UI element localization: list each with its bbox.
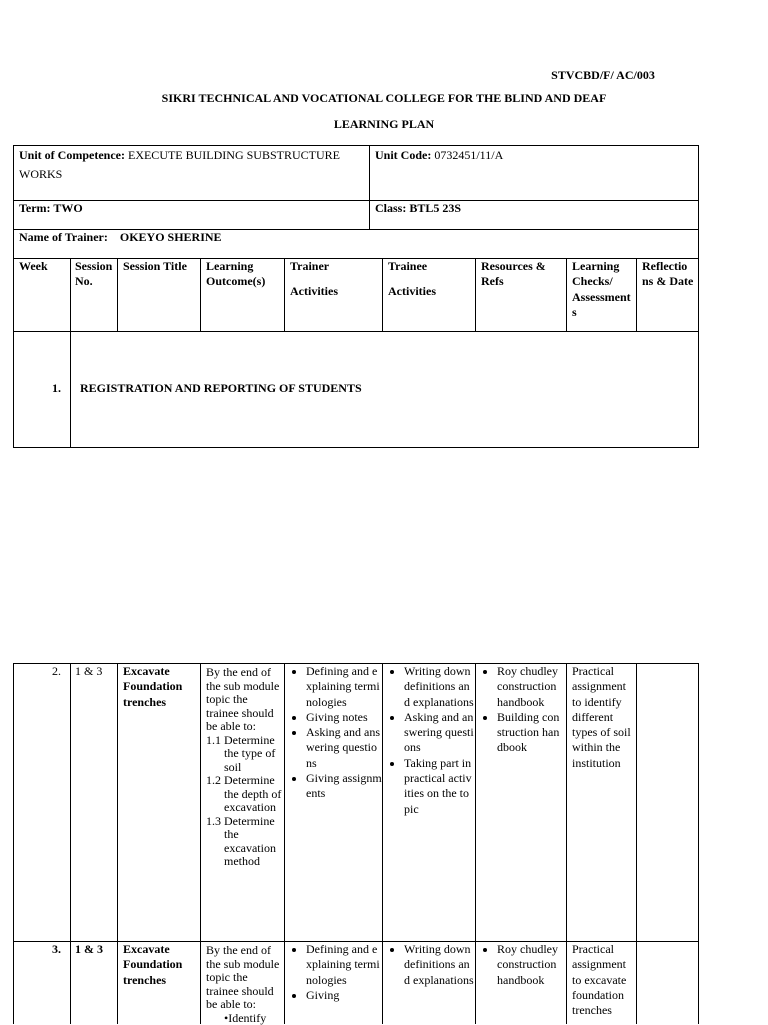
- col-trainer-activities: [290, 259, 338, 300]
- week3-lo-item: •Identify: [206, 1012, 282, 1025]
- week1-text: REGISTRATION AND REPORTING OF STUDENTS: [80, 381, 362, 396]
- list-item: • Giving notes: [306, 710, 382, 725]
- week2-lo-item: 1.2 Determine the depth of excavation: [206, 774, 282, 815]
- week2-trainer-activities: [288, 664, 382, 802]
- list-item: • Roy chudley construction handbook: [497, 942, 563, 988]
- college-name: SIKRI TECHNICAL AND VOCATIONAL COLLEGE FOR THE BLIND AND DEAF: [0, 91, 768, 106]
- col-trainee-line1: Trainee: [388, 259, 436, 274]
- week3-number: 3.: [52, 942, 61, 957]
- col-trainee-activities: [388, 259, 436, 300]
- page-title: LEARNING PLAN: [0, 117, 768, 132]
- trainer-label: Name of Trainer:: [19, 230, 108, 244]
- list-item: • Asking and answering questions: [404, 710, 474, 756]
- week3-session: 1 & 3: [75, 942, 103, 957]
- week2-learning-outcomes: [206, 666, 282, 869]
- unit-value: EXECUTE BUILDING SUBSTRUCTURE WORKS: [19, 148, 340, 181]
- col-resources: Resources & Refs: [481, 259, 561, 290]
- week2-lo-item: 1.1 Determine the type of soil: [206, 734, 282, 775]
- week2-title: Excavate Foundation trenches: [123, 664, 191, 710]
- col-week: Week: [19, 259, 48, 274]
- week3-title: Excavate Foundation trenches: [123, 942, 191, 988]
- unit-label: Unit of Competence:: [19, 148, 125, 162]
- col-session-title: Session Title: [123, 259, 199, 274]
- unit-of-competence: [19, 146, 364, 184]
- week2-number: 2.: [52, 664, 61, 679]
- col-trainer-line1: Trainer: [290, 259, 338, 274]
- week3-trainee-activities: [386, 942, 474, 988]
- col-trainer-line2: Activities: [290, 284, 338, 299]
- week1-number: 1.: [52, 381, 61, 396]
- list-item: • Asking and answering questions: [306, 725, 382, 771]
- week2-trainee-activities: [386, 664, 474, 817]
- week2-learning-checks: Practical assignment to identify different types of soil within the institution: [572, 664, 634, 771]
- list-item: • Taking part in practical activities on the topic: [404, 756, 474, 817]
- col-learning-outcomes: Learning Outcome(s): [206, 259, 282, 290]
- week3-trainer-activities: [288, 942, 382, 1003]
- list-item: • Writing down definitions and explanations: [404, 664, 474, 710]
- week2-lo-item: 1.3 Determine the excavation method: [206, 815, 282, 869]
- list-item: • Writing down definitions and explanations: [404, 942, 474, 988]
- class: Class: BTL5 23S: [375, 201, 461, 216]
- col-trainee-line2: Activities: [388, 284, 436, 299]
- week3-lo-intro: By the end of the sub module topic the trainee should be able to:: [206, 944, 282, 1012]
- unit-code: [375, 146, 695, 165]
- col-learning-checks: Learning Checks/ Assessment s: [572, 259, 634, 320]
- document-code: STVCBD/F/ AC/003: [0, 68, 768, 83]
- list-item: • Giving assignments: [306, 771, 382, 802]
- unit-code-value: 0732451/11/A: [434, 148, 503, 162]
- list-item: • Defining and explaining terminologies: [306, 942, 382, 988]
- trainer-name: [19, 230, 222, 245]
- list-item: • Defining and explaining terminologies: [306, 664, 382, 710]
- week2-session: 1 & 3: [75, 664, 102, 679]
- list-item: • Giving: [306, 988, 382, 1003]
- list-item: • Roy chudley construction handbook: [497, 664, 563, 710]
- trainer-value: OKEYO SHERINE: [120, 230, 222, 244]
- term: Term: TWO: [19, 201, 83, 216]
- week2-lo-intro: By the end of the sub module topic the trainee should be able to:: [206, 666, 282, 734]
- col-session-no: Session No.: [75, 259, 115, 290]
- col-reflections: Reflectio ns & Date: [642, 259, 697, 290]
- week3-learning-outcomes: [206, 944, 282, 1025]
- week3-resources: [479, 942, 563, 988]
- week3-learning-checks: Practical assignment to excavate foundation trenches: [572, 942, 634, 1018]
- list-item: • Building construction handbook: [497, 710, 563, 756]
- unit-code-label: Unit Code:: [375, 148, 431, 162]
- week2-resources: [479, 664, 563, 756]
